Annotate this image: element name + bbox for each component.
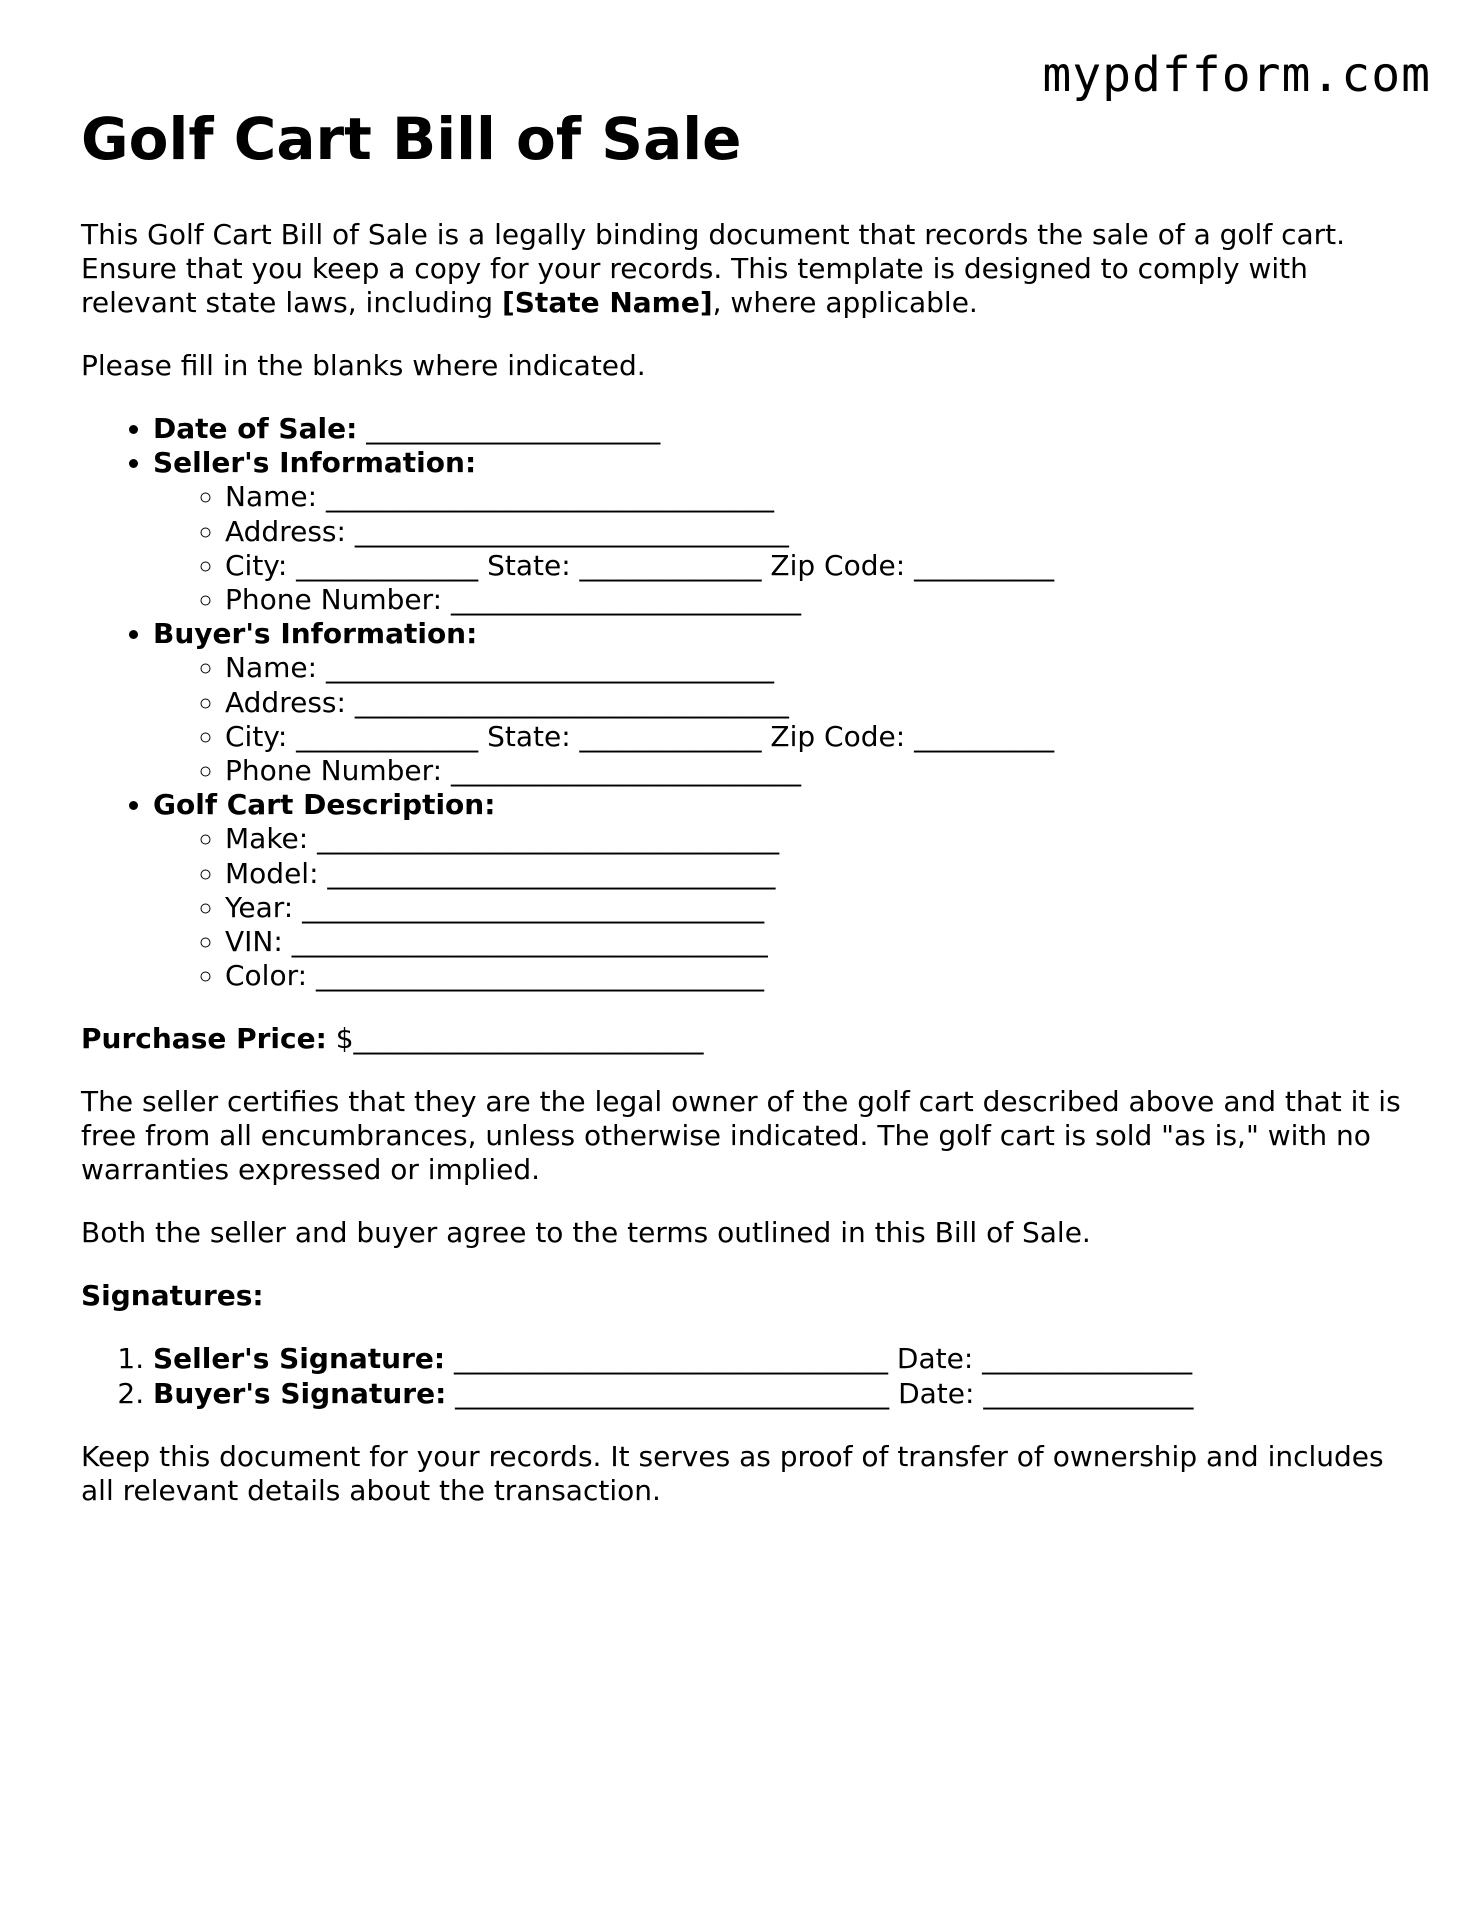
closing-paragraph: Keep this document for your records. It serves as proof of transfer of ownership and includes all relevant details about the transaction. — [81, 1439, 1384, 1507]
cart-description-item — [153, 788, 1401, 993]
buyer-phone-field[interactable]: ◦ Phone Number: _________________________ — [225, 754, 1401, 788]
seller-phone-field[interactable]: ◦ Phone Number: _________________________ — [225, 583, 1401, 617]
intro-paragraph — [81, 218, 1401, 320]
purchase-price-field[interactable]: $_________________________ — [335, 1022, 704, 1056]
seller-signature-label: Seller's Signature: — [153, 1342, 446, 1376]
date-of-sale-field[interactable]: _____________________ — [366, 412, 661, 445]
intro-text-1: This Golf Cart Bill of Sale is a legally binding document that records the sale of a golf cart. Ensure that you keep a copy for your records. This template is designed to comply with relevant state laws, including — [81, 218, 1346, 319]
buyer-address-field[interactable]: ◦ Address: _______________________________ — [225, 686, 1401, 720]
seller-signature-field[interactable]: _______________________________ Date: _______________ — [454, 1342, 1193, 1376]
seller-info-label: Seller's Information: — [153, 446, 477, 480]
signatures-list — [81, 1342, 1401, 1410]
date-of-sale-item — [153, 412, 1401, 446]
buyer-fields — [153, 651, 1401, 788]
cart-description-label: Golf Cart Description: — [153, 788, 496, 822]
form-fields-list — [81, 412, 1401, 993]
signatures-heading-text: Signatures: — [81, 1279, 264, 1313]
certification-paragraph: The seller certifies that they are the legal owner of the golf cart described above and that it is free from all encumbrances, unless otherwise indicated. The golf cart is sold "as is," with no warranties expressed or implied. — [81, 1085, 1401, 1187]
cart-color-field[interactable]: ◦ Color: ________________________________ — [225, 959, 1401, 993]
cart-fields — [153, 822, 1401, 993]
watermark-logo: mypdfform.com — [1042, 47, 1431, 103]
instructions: Please fill in the blanks where indicated. — [81, 349, 646, 382]
seller-city-state-zip-field[interactable]: ◦ City: _____________ State: _____________ Zip Code: __________ — [225, 549, 1401, 583]
seller-name-field[interactable]: ◦ Name: ________________________________ — [225, 480, 1401, 514]
cart-vin-field[interactable]: ◦ VIN: __________________________________ — [225, 925, 1401, 959]
document-page — [81, 100, 1401, 1537]
seller-fields — [153, 480, 1401, 617]
purchase-price-label: Purchase Price: — [81, 1022, 327, 1056]
date-of-sale-label: Date of Sale: — [153, 412, 358, 445]
cart-model-field[interactable]: ◦ Model: ________________________________ — [225, 857, 1401, 891]
state-name: [State Name] — [501, 286, 713, 319]
buyer-info-item — [153, 617, 1401, 788]
seller-info-item — [153, 446, 1401, 617]
buyer-signature-label: Buyer's Signature: — [153, 1376, 447, 1410]
signatures-heading — [81, 1279, 1401, 1313]
seller-address-field[interactable]: ◦ Address: _______________________________ — [225, 515, 1401, 549]
buyer-signature-field[interactable]: _______________________________ Date: _______________ — [455, 1376, 1194, 1410]
agreement-paragraph: Both the seller and buyer agree to the terms outlined in this Bill of Sale. — [81, 1216, 1091, 1250]
buyer-info-label: Buyer's Information: — [153, 617, 478, 651]
page-title: Golf Cart Bill of Sale — [81, 105, 742, 173]
buyer-name-field[interactable]: ◦ Name: ________________________________ — [225, 651, 1401, 685]
buyer-city-state-zip-field[interactable]: ◦ City: _____________ State: _____________ Zip Code: __________ — [225, 720, 1401, 754]
seller-signature-item — [153, 1342, 1401, 1376]
purchase-price-line — [81, 1022, 1401, 1056]
intro-text-2: , where applicable. — [712, 286, 978, 319]
buyer-signature-item — [153, 1377, 1401, 1411]
cart-year-field[interactable]: ◦ Year: _________________________________ — [225, 891, 1401, 925]
cart-make-field[interactable]: ◦ Make: _________________________________ — [225, 822, 1401, 856]
